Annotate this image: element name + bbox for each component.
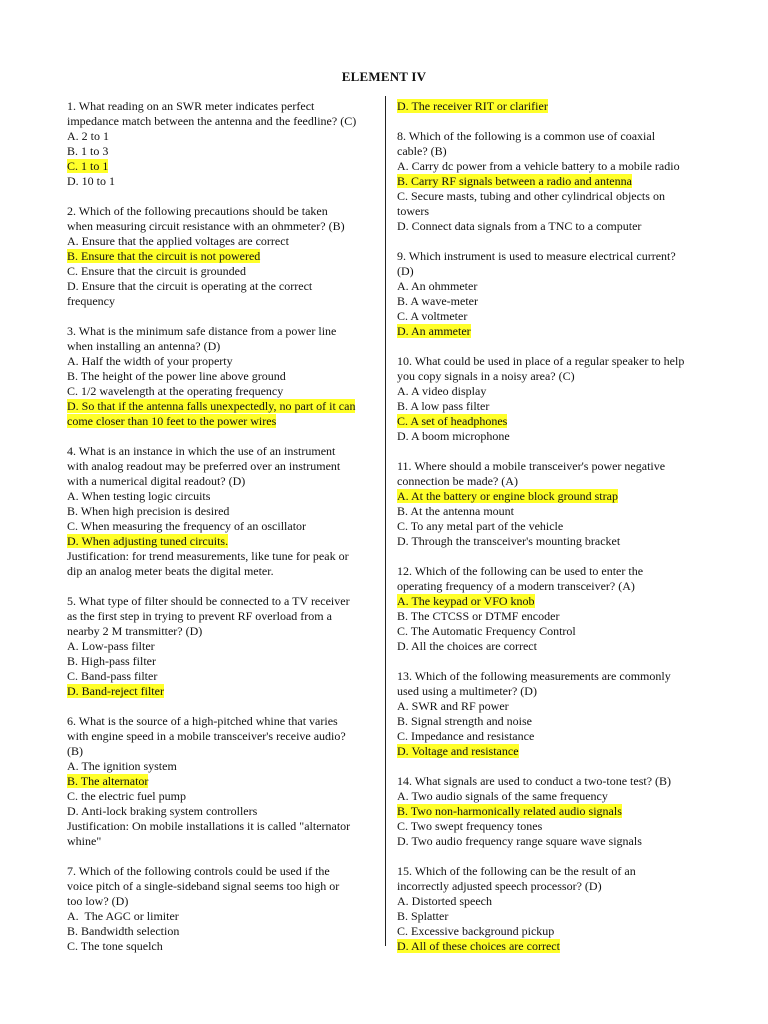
question-line [397, 384, 712, 399]
line-text: A. The AGC or limiter [67, 909, 179, 923]
question-line [397, 309, 712, 324]
question-block [397, 129, 712, 234]
page-title: ELEMENT IV [341, 69, 427, 84]
question-line [397, 639, 712, 654]
question-line [397, 594, 712, 609]
line-text: A. Low-pass filter [67, 639, 155, 653]
question-line [397, 174, 712, 189]
highlighted-answer: D. All of these choices are correct [397, 939, 560, 953]
question-block [397, 459, 712, 549]
question-line [67, 159, 377, 174]
line-text: when installing an antenna? (D) [67, 339, 221, 353]
line-text: 14. What signals are used to conduct a two-tone test? (B) [397, 774, 672, 788]
question-line [67, 564, 377, 579]
question-line [397, 894, 712, 909]
highlighted-answer: C. 1 to 1 [67, 159, 109, 173]
question-line [397, 99, 712, 114]
highlighted-answer: B. Ensure that the circuit is not powered [67, 249, 261, 263]
left-column [67, 99, 377, 969]
line-text: C. Excessive background pickup [397, 924, 555, 938]
line-text: 2. Which of the following precautions should be taken [67, 204, 328, 218]
question-line [397, 684, 712, 699]
question-line [397, 399, 712, 414]
question-line [397, 789, 712, 804]
highlighted-answer: D. When adjusting tuned circuits. [67, 534, 229, 548]
question-line [67, 264, 377, 279]
line-text: C. A voltmeter [397, 309, 468, 323]
line-text: B. 1 to 3 [67, 144, 109, 158]
question-line [397, 294, 712, 309]
line-text: B. Signal strength and noise [397, 714, 532, 728]
question-block [67, 444, 377, 579]
column-divider [385, 96, 386, 946]
question-line [397, 609, 712, 624]
question-line [67, 459, 377, 474]
question-line [67, 279, 377, 294]
line-text: 7. Which of the following controls could be used if the [67, 864, 330, 878]
line-text: C. When measuring the frequency of an oscillator [67, 519, 307, 533]
line-text: A. When testing logic circuits [67, 489, 211, 503]
line-text: B. At the antenna mount [397, 504, 514, 518]
question-line [397, 879, 712, 894]
question-line [397, 579, 712, 594]
question-line [397, 819, 712, 834]
question-line [397, 864, 712, 879]
question-block [397, 864, 712, 954]
line-text: nearby 2 M transmitter? (D) [67, 624, 203, 638]
question-line [67, 789, 377, 804]
question-line [397, 249, 712, 264]
question-block [67, 714, 377, 849]
line-text: B. High-pass filter [67, 654, 156, 668]
question-line [67, 234, 377, 249]
question-line [397, 714, 712, 729]
question-block [67, 324, 377, 429]
line-text: A. Half the width of your property [67, 354, 233, 368]
line-text: C. Two swept frequency tones [397, 819, 543, 833]
line-text: 6. What is the source of a high-pitched whine that varies [67, 714, 338, 728]
question-line [67, 909, 377, 924]
highlighted-answer: C. A set of headphones [397, 414, 508, 428]
highlighted-answer: A. The keypad or VFO knob [397, 594, 535, 608]
highlighted-answer: D. An ammeter [397, 324, 471, 338]
line-text: B. Splatter [397, 909, 449, 923]
question-line [67, 819, 377, 834]
question-line [67, 879, 377, 894]
line-text: A. A video display [397, 384, 487, 398]
question-line [67, 294, 377, 309]
line-text: C. To any metal part of the vehicle [397, 519, 564, 533]
question-line [397, 429, 712, 444]
question-line [67, 474, 377, 489]
line-text: too low? (D) [67, 894, 129, 908]
line-text: B. A low pass filter [397, 399, 490, 413]
line-text: with analog readout may be preferred over an instrument [67, 459, 341, 473]
question-line [67, 399, 377, 414]
highlighted-answer: D. So that if the antenna falls unexpectedly, no part of it can [67, 399, 356, 413]
highlighted-answer: B. Two non-harmonically related audio signals [397, 804, 622, 818]
question-line [397, 564, 712, 579]
question-line [397, 324, 712, 339]
question-line [67, 99, 377, 114]
question-line [397, 129, 712, 144]
question-line [67, 414, 377, 429]
line-text: C. The tone squelch [67, 939, 163, 953]
question-block [397, 774, 712, 849]
highlighted-answer: A. At the battery or engine block ground strap [397, 489, 618, 503]
question-line [397, 774, 712, 789]
line-text: A. An ohmmeter [397, 279, 478, 293]
question-line [67, 489, 377, 504]
question-line [397, 189, 712, 204]
question-line [397, 459, 712, 474]
question-line [67, 759, 377, 774]
line-text: 15. Which of the following can be the result of an [397, 864, 636, 878]
line-text: D. Ensure that the circuit is operating at the correct [67, 279, 313, 293]
question-line [67, 219, 377, 234]
question-line [67, 939, 377, 954]
line-text: 5. What type of filter should be connected to a TV receiver [67, 594, 350, 608]
question-line [397, 729, 712, 744]
line-text: with engine speed in a mobile transceiver's receive audio? [67, 729, 346, 743]
line-text: operating frequency of a modern transceiver? (A) [397, 579, 635, 593]
question-line [67, 639, 377, 654]
line-text: A. SWR and RF power [397, 699, 509, 713]
question-line [397, 144, 712, 159]
question-line [67, 804, 377, 819]
line-text: B. The height of the power line above ground [67, 369, 286, 383]
question-block [397, 354, 712, 444]
line-text: Justification: for trend measurements, like tune for peak or [67, 549, 349, 563]
line-text: B. Bandwidth selection [67, 924, 180, 938]
line-text: C. Secure masts, tubing and other cylindrical objects on [397, 189, 665, 203]
question-block [67, 99, 377, 189]
question-line [397, 909, 712, 924]
question-line [397, 354, 712, 369]
question-line [67, 729, 377, 744]
line-text: 4. What is an instance in which the use of an instrument [67, 444, 336, 458]
question-line [67, 744, 377, 759]
line-text: 3. What is the minimum safe distance from a power line [67, 324, 337, 338]
line-text: voice pitch of a single-sideband signal seems too high or [67, 879, 340, 893]
line-text: frequency [67, 294, 115, 308]
line-text: 11. Where should a mobile transceiver's power negative [397, 459, 666, 473]
question-line [397, 489, 712, 504]
question-line [67, 249, 377, 264]
question-block [397, 99, 712, 114]
question-line [397, 474, 712, 489]
line-text: C. Ensure that the circuit is grounded [67, 264, 246, 278]
line-text: used using a multimeter? (D) [397, 684, 537, 698]
question-line [397, 624, 712, 639]
highlighted-answer: D. The receiver RIT or clarifier [397, 99, 548, 113]
question-line [67, 444, 377, 459]
line-text: 12. Which of the following can be used to enter the [397, 564, 644, 578]
line-text: A. Two audio signals of the same frequency [397, 789, 608, 803]
question-line [67, 384, 377, 399]
line-text: A. Ensure that the applied voltages are correct [67, 234, 289, 248]
question-line [67, 369, 377, 384]
question-line [397, 504, 712, 519]
line-text: Justification: On mobile installations it is called "alternator [67, 819, 351, 833]
question-line [67, 204, 377, 219]
highlighted-answer: B. Carry RF signals between a radio and antenna [397, 174, 632, 188]
question-line [67, 549, 377, 564]
question-line [67, 129, 377, 144]
line-text: cable? (B) [397, 144, 447, 158]
question-line [397, 669, 712, 684]
question-line [67, 519, 377, 534]
line-text: whine" [67, 834, 102, 848]
question-line [67, 654, 377, 669]
line-text: A. 2 to 1 [67, 129, 109, 143]
line-text: A. The ignition system [67, 759, 177, 773]
question-line [397, 519, 712, 534]
line-text: C. Impedance and resistance [397, 729, 535, 743]
question-block [397, 564, 712, 654]
line-text: D. Two audio frequency range square wave signals [397, 834, 642, 848]
question-line [67, 924, 377, 939]
question-line [397, 414, 712, 429]
line-text: with a numerical digital readout? (D) [67, 474, 246, 488]
question-line [67, 774, 377, 789]
line-text: D. A boom microphone [397, 429, 510, 443]
line-text: 13. Which of the following measurements are commonly [397, 669, 671, 683]
highlighted-answer: come closer than 10 feet to the power wires [67, 414, 277, 428]
question-line [397, 219, 712, 234]
highlighted-answer: D. Band-reject filter [67, 684, 164, 698]
question-block [67, 864, 377, 954]
question-line [397, 924, 712, 939]
question-line [397, 204, 712, 219]
question-line [67, 669, 377, 684]
question-line [67, 174, 377, 189]
question-line [397, 744, 712, 759]
line-text: impedance match between the antenna and the feedline? (C) [67, 114, 357, 128]
line-text: as the first step in trying to prevent RF overload from a [67, 609, 332, 623]
line-text: (B) [67, 744, 83, 758]
question-line [67, 339, 377, 354]
question-line [397, 264, 712, 279]
line-text: 10. What could be used in place of a regular speaker to help [397, 354, 685, 368]
line-text: A. Distorted speech [397, 894, 492, 908]
line-text: dip an analog meter beats the digital meter. [67, 564, 274, 578]
line-text: C. the electric fuel pump [67, 789, 186, 803]
line-text: connection be made? (A) [397, 474, 518, 488]
question-line [67, 894, 377, 909]
question-line [67, 534, 377, 549]
line-text: A. Carry dc power from a vehicle battery to a mobile radio [397, 159, 680, 173]
line-text: B. When high precision is desired [67, 504, 230, 518]
line-text: (D) [397, 264, 414, 278]
question-line [397, 279, 712, 294]
question-line [67, 144, 377, 159]
question-line [67, 324, 377, 339]
question-line [67, 594, 377, 609]
question-line [397, 534, 712, 549]
line-text: when measuring circuit resistance with an ohmmeter? (B) [67, 219, 345, 233]
line-text: D. 10 to 1 [67, 174, 115, 188]
highlighted-answer: B. The alternator [67, 774, 149, 788]
question-line [67, 684, 377, 699]
question-line [397, 834, 712, 849]
question-line [67, 624, 377, 639]
line-text: 8. Which of the following is a common use of coaxial [397, 129, 656, 143]
line-text: C. Band-pass filter [67, 669, 158, 683]
question-line [397, 939, 712, 954]
question-block [67, 594, 377, 699]
line-text: C. The Automatic Frequency Control [397, 624, 576, 638]
question-line [67, 354, 377, 369]
line-text: B. A wave-meter [397, 294, 478, 308]
question-block [67, 204, 377, 309]
question-line [397, 804, 712, 819]
question-line [397, 699, 712, 714]
line-text: incorrectly adjusted speech processor? (D) [397, 879, 602, 893]
line-text: towers [397, 204, 429, 218]
highlighted-answer: D. Voltage and resistance [397, 744, 519, 758]
line-text: C. 1/2 wavelength at the operating frequency [67, 384, 284, 398]
question-block [397, 669, 712, 759]
line-text: 1. What reading on an SWR meter indicates perfect [67, 99, 315, 113]
line-text: B. The CTCSS or DTMF encoder [397, 609, 560, 623]
line-text: D. Through the transceiver's mounting bracket [397, 534, 621, 548]
question-line [67, 504, 377, 519]
question-line [397, 369, 712, 384]
line-text: 9. Which instrument is used to measure electrical current? [397, 249, 676, 263]
right-column [397, 99, 712, 969]
question-line [67, 834, 377, 849]
question-line [67, 864, 377, 879]
line-text: D. Connect data signals from a TNC to a computer [397, 219, 642, 233]
question-block [397, 249, 712, 339]
line-text: D. All the choices are correct [397, 639, 537, 653]
question-line [67, 714, 377, 729]
question-line [67, 609, 377, 624]
line-text: you copy signals in a noisy area? (C) [397, 369, 575, 383]
question-line [397, 159, 712, 174]
question-line [67, 114, 377, 129]
line-text: D. Anti-lock braking system controllers [67, 804, 258, 818]
